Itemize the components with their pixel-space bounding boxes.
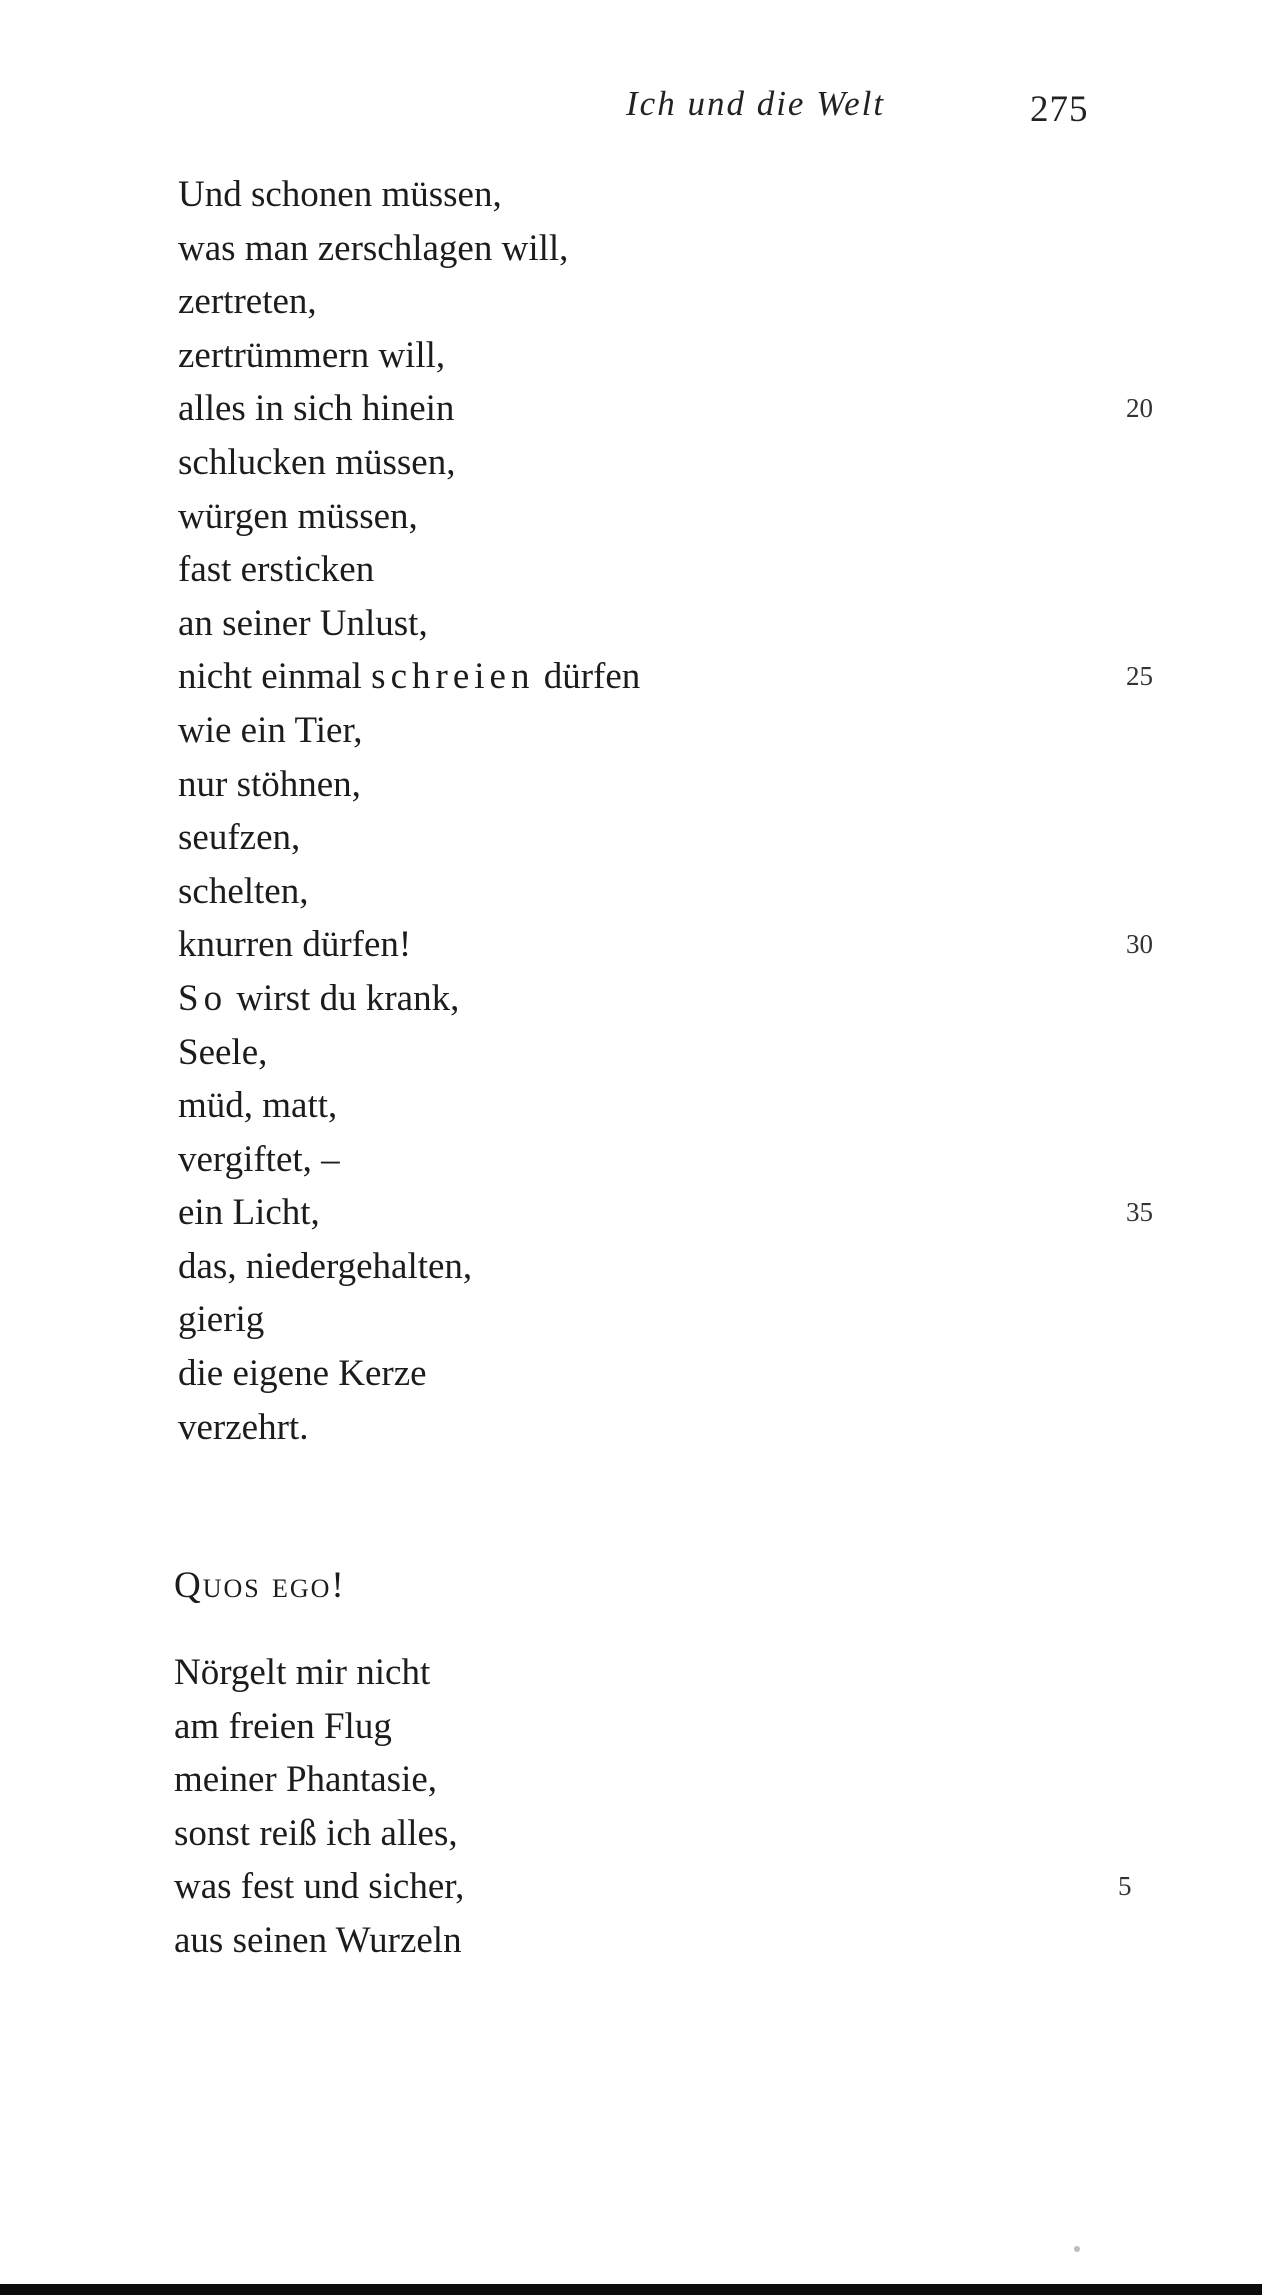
verse-line: am freien Flug [174,1705,392,1747]
verse-line: Und schonen müssen, [178,174,502,215]
verse-line: gierig [178,1299,265,1341]
verse-line: das, niedergehalten, [178,1245,473,1287]
verse-line: ein Licht, 35 [178,1186,1178,1240]
paper-speck [1074,2246,1080,2252]
verse-line: Nörgelt mir nicht [174,1652,431,1693]
line-number: 30 [1126,929,1153,960]
verse-line: vergiftet, – [178,1138,340,1180]
verse-line: So wirst du krank, [178,977,460,1019]
emphasized-word: schreien [371,656,535,698]
verse-line: Seele, [178,1031,268,1073]
verse-line: seufzen, [178,817,301,859]
emphasized-word: So [178,977,228,1019]
verse-line: knurren dürfen! 30 [178,918,1178,972]
poem-title: Quos ego! [174,1565,346,1606]
verse-line: nur stöhnen, [178,763,361,805]
verse-line: alles in sich hinein 20 [178,382,1178,436]
verse-line: was fest und sicher, 5 [174,1860,1174,1914]
line-number: 35 [1126,1197,1153,1228]
running-head: Ich und die Welt [626,84,886,123]
page-number: 275 [1030,89,1089,130]
line-number: 20 [1126,393,1153,424]
verse-line: an seiner Unlust, [178,602,428,644]
verse-line: sonst reiß ich alles, [174,1812,458,1854]
line-number: 25 [1126,661,1153,692]
line-number: 5 [1118,1871,1132,1902]
verse-line: verzehrt. [178,1406,309,1448]
poem-continuation [178,168,1178,1454]
verse-line: schlucken müssen, [178,441,456,483]
verse-line: schelten, [178,870,309,912]
poem-quos-ego [174,1556,1174,1968]
verse-line: müd, matt, [178,1085,338,1127]
verse-line: was man zerschlagen will, [178,227,569,269]
verse-line: würgen müssen, [178,495,418,537]
verse-line: meiner Phantasie, [174,1759,438,1801]
verse-line: nicht einmal schreien dürfen 25 [178,650,1178,704]
scan-bottom-edge [0,2284,1262,2295]
verse-line: die eigene Kerze [178,1353,427,1395]
verse-line: zertrümmern will, [178,334,446,376]
verse-line: aus seinen Wurzeln [174,1919,462,1961]
verse-line: wie ein Tier, [178,709,363,751]
verse-line: fast ersticken [178,549,375,591]
verse-line: zertreten, [178,281,317,323]
